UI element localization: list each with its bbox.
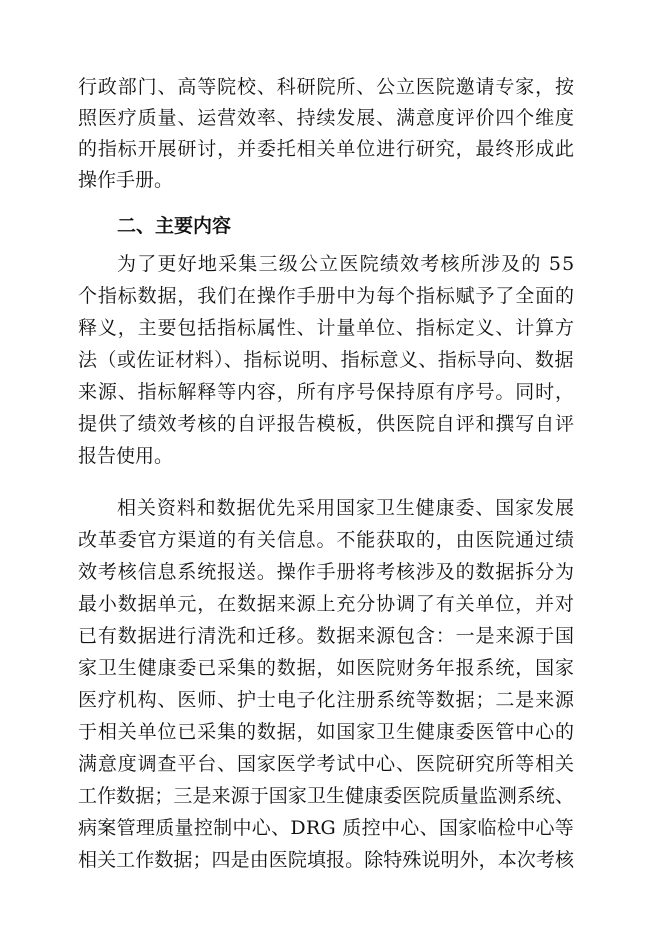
section-heading-line bbox=[0, 211, 658, 241]
paragraph2-line-11: 病案管理质量控制中心、DRG 质控中心、国家临检中心等 bbox=[78, 817, 575, 839]
intro-line-2: 照医疗质量、运营效率、持续发展、满意度评价四个维度 bbox=[78, 107, 575, 129]
paragraph2-line-3: 效考核信息系统报送。操作手册将考核涉及的数据拆分为 bbox=[78, 561, 575, 583]
text-line bbox=[0, 749, 658, 779]
text-line bbox=[0, 409, 658, 439]
text-line bbox=[0, 377, 658, 407]
text-line bbox=[0, 165, 658, 195]
text-line bbox=[0, 134, 658, 164]
text-line bbox=[0, 525, 658, 555]
intro-line-1: 行政部门、高等院校、科研院所、公立医院邀请专家，按 bbox=[78, 76, 575, 98]
paragraph1-line-3: 释义，主要包括指标属性、计量单位、指标定义、计算方 bbox=[78, 317, 575, 339]
text-line bbox=[0, 345, 658, 375]
text-line bbox=[0, 72, 658, 102]
paragraph2-line-9: 满意度调查平台、国家医学考试中心、医院研究所等相关 bbox=[78, 753, 575, 775]
text-line bbox=[0, 103, 658, 133]
paragraph1-line-4: 法（或佐证材料）、指标说明、指标意义、指标导向、数据 bbox=[78, 349, 574, 371]
text-line bbox=[0, 493, 658, 523]
paragraph2-line-4: 最小数据单元，在数据来源上充分协调了有关单位，并对 bbox=[78, 593, 575, 615]
text-line bbox=[0, 813, 658, 843]
text-line bbox=[0, 653, 658, 683]
text-line bbox=[0, 249, 658, 279]
text-line bbox=[0, 621, 658, 651]
section-heading: 二、主要内容 bbox=[117, 215, 232, 237]
paragraph1-line-2: 个指标数据，我们在操作手册中为每个指标赋予了全面的 bbox=[78, 285, 575, 307]
paragraph1-line-5: 来源、指标解释等内容，所有序号保持原有序号。同时， bbox=[78, 381, 575, 403]
paragraph2-line-7: 医疗机构、医师、护士电子化注册系统等数据；二是来源 bbox=[78, 689, 575, 711]
text-line bbox=[0, 589, 658, 619]
text-line bbox=[0, 557, 658, 587]
paragraph2-line-6: 家卫生健康委已采集的数据，如医院财务年报系统，国家 bbox=[78, 657, 575, 679]
paragraph2-line-12: 相关工作数据；四是由医院填报。除特殊说明外，本次考核 bbox=[78, 849, 575, 871]
text-line bbox=[0, 845, 658, 875]
text-line bbox=[0, 441, 658, 471]
paragraph2-line-2: 改革委官方渠道的有关信息。不能获取的，由医院通过绩 bbox=[78, 529, 575, 551]
paragraph2-line-10: 工作数据；三是来源于国家卫生健康委医院质量监测系统、 bbox=[78, 785, 575, 807]
intro-line-4: 操作手册。 bbox=[78, 169, 174, 191]
text-line bbox=[0, 717, 658, 747]
text-line bbox=[0, 313, 658, 343]
text-line bbox=[0, 685, 658, 715]
paragraph1-line-7: 报告使用。 bbox=[78, 445, 174, 467]
intro-line-3: 的指标开展研讨，并委托相关单位进行研究，最终形成此 bbox=[78, 138, 575, 160]
text-line bbox=[0, 781, 658, 811]
paragraph1-line-6: 提供了绩效考核的自评报告模板，供医院自评和撰写自评 bbox=[78, 413, 575, 435]
text-line bbox=[0, 281, 658, 311]
paragraph1-line-1: 为了更好地采集三级公立医院绩效考核所涉及的 55 bbox=[117, 253, 576, 275]
paragraph2-line-8: 于相关单位已采集的数据，如国家卫生健康委医管中心的 bbox=[78, 721, 575, 743]
paragraph2-line-5: 已有数据进行清洗和迁移。数据来源包含：一是来源于国 bbox=[78, 625, 575, 647]
paragraph2-line-1: 相关资料和数据优先采用国家卫生健康委、国家发展 bbox=[117, 497, 575, 519]
